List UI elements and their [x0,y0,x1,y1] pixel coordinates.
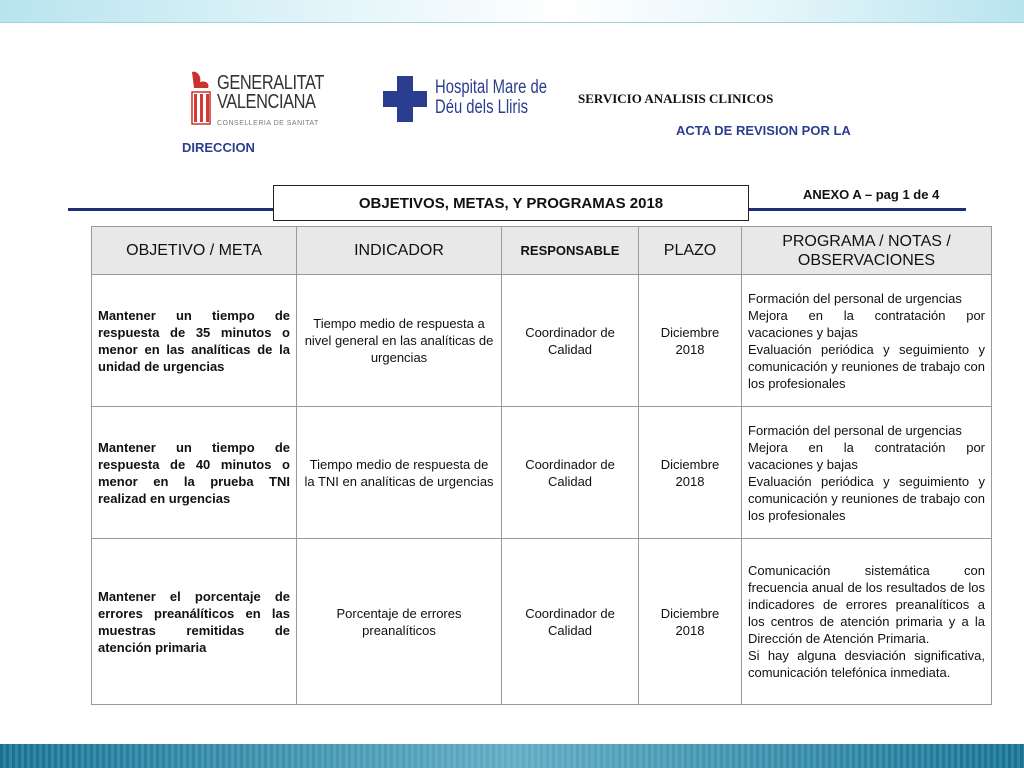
programa-cell [742,275,992,407]
direccion-heading: DIRECCION [182,140,255,155]
programa-line: Comunicación sistemática con frecuencia anual de los resultados de los indicadores de errores preanalíticos a los centros de atención primaria y a la Dirección de Atención Primaria. [748,563,985,646]
hospital-name-line1: Hospital Mare de [435,77,548,98]
programa-line: Evaluación periódica y seguimiento y comunicación y reuniones de trabajo con los profesionales [748,473,985,523]
plazo-cell: Diciembre 2018 [639,539,742,705]
table-header-row [92,227,992,275]
indicador-cell: Tiempo medio de respuesta de la TNI en analíticas de urgencias [297,407,502,539]
plazo-cell: Diciembre 2018 [639,275,742,407]
column-header-objetivo: OBJETIVO / META [92,227,297,275]
plazo-cell: Diciembre 2018 [639,407,742,539]
acta-heading: ACTA DE REVISION POR LA [676,123,851,138]
programa-line: Formación del personal de urgencias [748,290,962,306]
table-row [92,275,992,407]
column-header-responsable: RESPONSABLE [502,227,639,275]
column-header-indicador: INDICADOR [297,227,502,275]
programa-cell [742,407,992,539]
programa-line: Formación del personal de urgencias [748,422,962,438]
programa-line: Evaluación periódica y seguimiento y comunicación y reuniones de trabajo con los profesionales [748,341,985,391]
table-row [92,407,992,539]
service-name: SERVICIO ANALISIS CLINICOS [578,91,774,106]
objectives-table [91,226,992,705]
hospital-logo [383,74,548,126]
programa-line: Mejora en la contratación por vacaciones y bajas [748,307,985,340]
bottom-decorative-band [0,744,1024,768]
responsable-cell: Coordinador de Calidad [502,539,639,705]
programa-line: Mejora en la contratación por vacaciones y bajas [748,439,985,472]
programa-cell [742,539,992,705]
conselleria-label: CONSELLERIA DE SANITAT [217,120,319,127]
objetivo-cell: Mantener un tiempo de respuesta de 35 minutos o menor en las analíticas de la unidad de urgencias [92,275,297,407]
section-title: OBJETIVOS, METAS, Y PROGRAMAS 2018 [273,185,749,221]
table-row [92,539,992,705]
objetivo-cell: Mantener el porcentaje de errores preanálíticos en las muestras remitidas de atención primaria [92,539,297,705]
indicador-cell: Porcentaje de errores preanalíticos [297,539,502,705]
generalitat-logo [188,68,324,136]
responsable-cell: Coordinador de Calidad [502,407,639,539]
programa-line: Si hay alguna desviación significativa, comunicación telefónica inmediata. [748,648,985,680]
top-decorative-band [0,0,1024,23]
indicador-cell: Tiempo medio de respuesta a nivel general en las analíticas de urgencias [297,275,502,407]
generalitat-line1: GENERALITAT [217,72,324,94]
objetivo-cell: Mantener un tiempo de respuesta de 40 minutos o menor en la prueba TNI realizad en urgencias [92,407,297,539]
page-indicator: ANEXO A – pag 1 de 4 [803,187,940,202]
responsable-cell: Coordinador de Calidad [502,275,639,407]
hospital-name-line2: Déu dels Lliris [435,97,529,118]
coat-of-arms-icon [188,70,214,126]
column-header-plazo: PLAZO [639,227,742,275]
medical-cross-icon [383,76,427,122]
generalitat-line2: VALENCIANA [217,91,316,113]
column-header-programa: PROGRAMA / NOTAS / OBSERVACIONES [742,227,992,275]
